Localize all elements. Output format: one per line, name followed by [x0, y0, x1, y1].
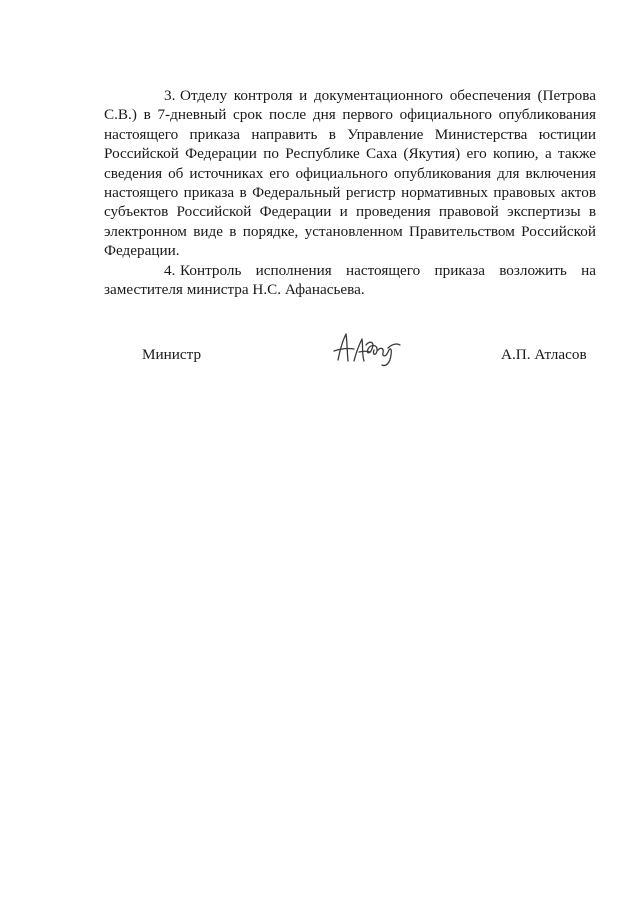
paragraph-number: 3.	[164, 87, 176, 104]
paragraph-text: Контроль исполнения настоящего приказа возложить на заместителя министра Н.С. Афанасьева.	[104, 261, 596, 299]
paragraph-3	[104, 86, 596, 261]
paragraph-text: Отделу контроля и документационного обеспечения (Петрова С.В.) в 7-дневный срок после дня первого официального опубликования настоящего приказа направить в Управление Министерства юстиции Российской Федерации по Республике Саха (Якутия) его копию, а также сведения об источниках его официального опубликования для включения настоящего приказа в Федеральный регистр нормативных правовых актов субъектов Российской Федерации и проведения правовой экспертизы в электронном виде в порядке, установленном Правительством Российской Федерации.	[104, 87, 596, 260]
signature-block	[0, 330, 640, 390]
paragraph-number: 4.	[164, 261, 176, 279]
document-body	[104, 86, 596, 299]
signatory-title: Министр	[142, 346, 202, 363]
paragraph-4	[104, 261, 596, 300]
handwritten-signature	[330, 330, 404, 370]
signatory-name: А.П. Атласов	[501, 346, 587, 363]
